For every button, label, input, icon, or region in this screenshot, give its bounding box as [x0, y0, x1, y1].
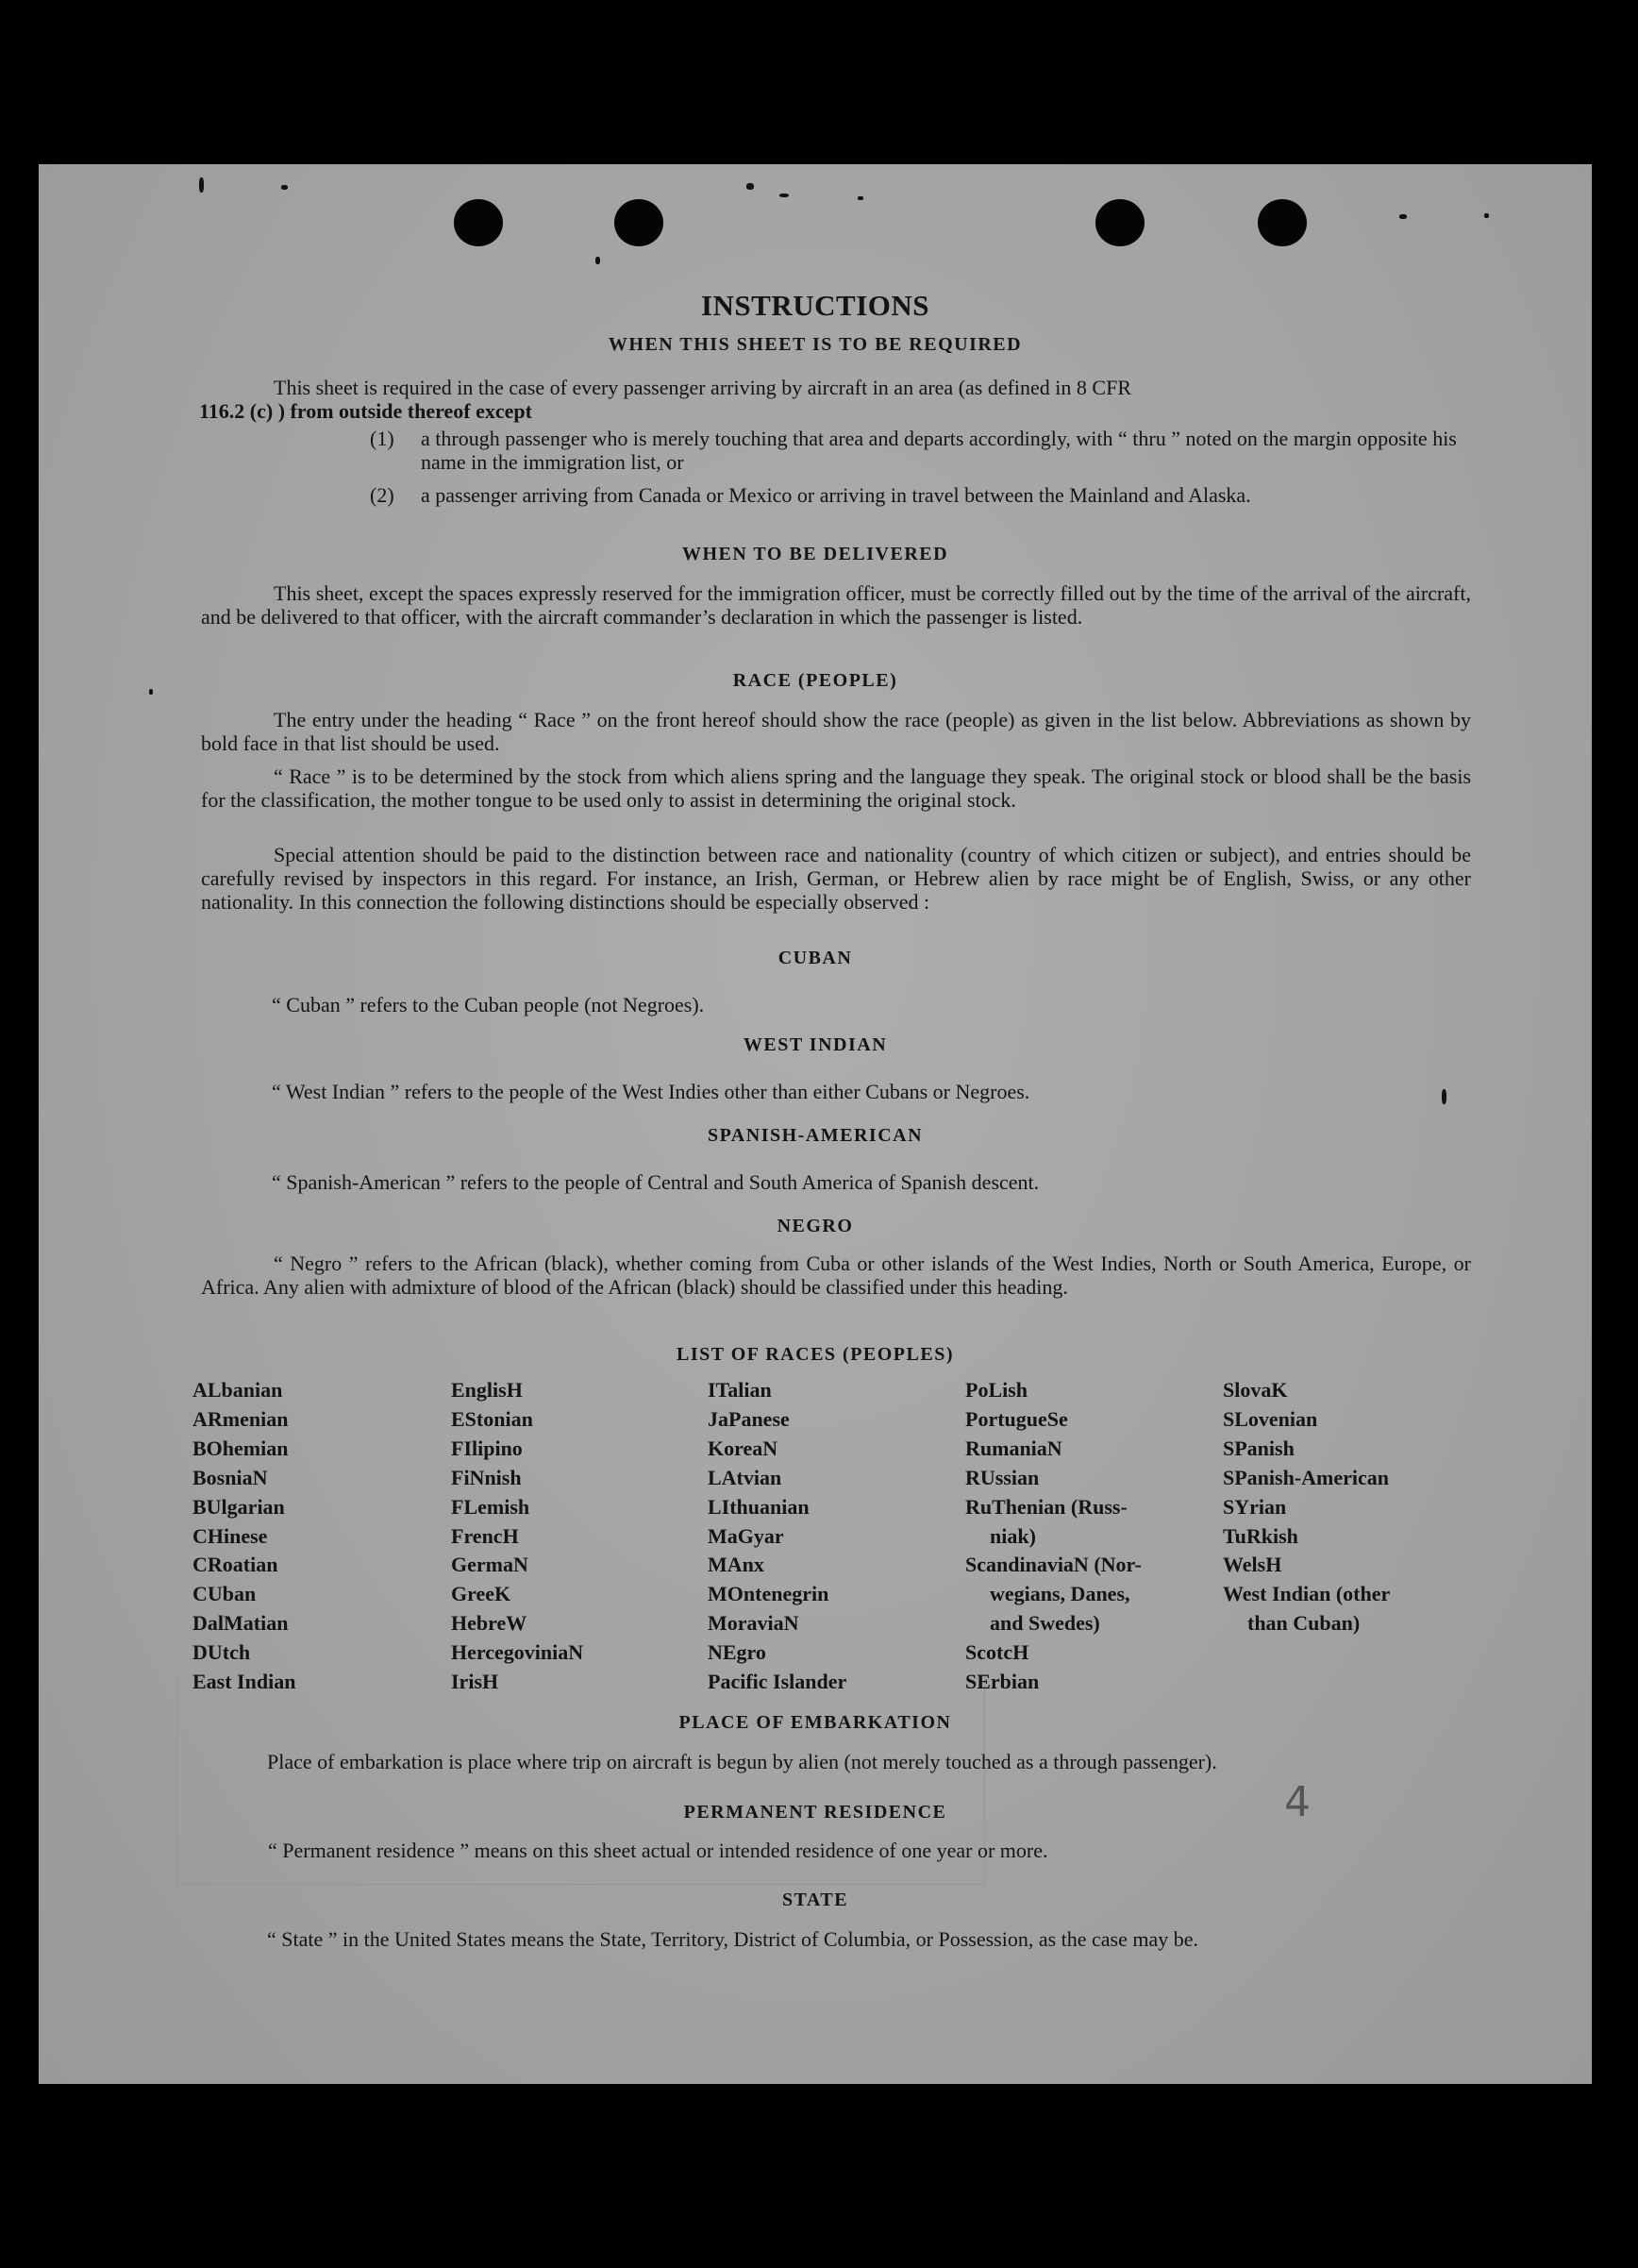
heading-spanish-american: SPANISH-AMERICAN: [707, 1125, 924, 1146]
intro-line-1: This sheet is required in the case of every passenger arriving by aircraft in an area (as defined in 8 CFR: [274, 376, 1132, 399]
residence-text: “ Permanent residence ” means on this sheet actual or intended residence of one year or more.: [268, 1839, 1048, 1862]
race-item: SPanish-American: [1223, 1465, 1389, 1489]
race-item-continuation: and Swedes): [990, 1611, 1100, 1636]
race-item: LAtvian: [708, 1465, 782, 1489]
race-item: RuThenian (Russ-: [965, 1494, 1128, 1519]
race-item: MAnx: [708, 1553, 764, 1577]
race-item: IrisH: [451, 1670, 499, 1694]
race-list-column-3: [708, 1376, 846, 1697]
race-item-continuation: wegians, Danes,: [990, 1582, 1130, 1606]
race-paragraph-3: Special attention should be paid to the distinction between race and nationality (country of which citizen or subject), and entries should be carefully revised by inspectors in this regard. For instance, an Irish, German, or Hebrew alien by race might be of English, Swiss, or any other nationality. In this connection the following distinctions should be especially observed :: [201, 843, 1471, 914]
exception-text: a through passenger who is merely touching that area and departs accordingly, with “ thru ” noted on the margin opposite his name in the immigration list, or: [421, 427, 1457, 474]
pencil-annotation: 4: [1284, 1778, 1311, 1826]
heading-cuban: CUBAN: [777, 948, 853, 968]
race-item: Pacific Islander: [708, 1670, 847, 1694]
race-item: GermaN: [451, 1553, 528, 1577]
exception-item-1: [370, 427, 1471, 474]
race-item: PoLish: [965, 1378, 1028, 1402]
race-item: NEgro: [708, 1640, 766, 1665]
race-item: EnglisH: [451, 1378, 523, 1402]
page-title: INSTRUCTIONS: [700, 289, 929, 322]
race-item: ALbanian: [192, 1378, 283, 1402]
race-item: WelsH: [1223, 1553, 1282, 1577]
race-item: DUtch: [192, 1640, 251, 1665]
punch-hole: [1095, 199, 1145, 246]
spanish-american-text: “ Spanish-American ” refers to the people of Central and South America of Spanish descent.: [272, 1170, 1040, 1194]
race-item: RUssian: [965, 1465, 1040, 1489]
race-item-continuation: than Cuban): [1247, 1611, 1361, 1636]
cuban-text: “ Cuban ” refers to the Cuban people (not Negroes).: [272, 993, 705, 1016]
intro-line-2: 116.2 (c) ) from outside thereof except: [199, 399, 532, 423]
scan-speck: [595, 257, 600, 264]
race-item-continuation: niak): [990, 1523, 1036, 1548]
scan-speck: [779, 193, 789, 197]
race-item: CRoatian: [192, 1553, 278, 1577]
race-item: CHinese: [192, 1523, 268, 1548]
scan-speck: [858, 196, 863, 200]
race-item: TuRkish: [1223, 1523, 1298, 1548]
punch-hole: [1258, 199, 1307, 246]
negro-text: “ Negro ” refers to the African (black), whether coming from Cuba or other islands of the West Indies, North or South America, Europe, or Africa. Any alien with admixture of blood of the African (black) should be classified under this heading.: [201, 1252, 1471, 1299]
exception-number: (2): [370, 483, 394, 507]
heading-negro: NEGRO: [777, 1216, 854, 1236]
race-item: East Indian: [192, 1670, 296, 1694]
race-item: RumaniaN: [965, 1436, 1062, 1460]
race-list-column-1: [192, 1376, 295, 1697]
race-item: FIlipino: [451, 1436, 523, 1460]
heading-west-indian: WEST INDIAN: [743, 1034, 888, 1055]
punch-hole: [614, 199, 663, 246]
race-item: ScandinaviaN (Nor-: [965, 1553, 1142, 1577]
race-item: SErbian: [965, 1670, 1040, 1694]
race-item: MaGyar: [708, 1523, 784, 1548]
race-paragraph-1: The entry under the heading “ Race ” on the front hereof should show the race (people) as given in the list below. Abbreviations as shown by bold face in that list should be used.: [201, 708, 1471, 755]
state-text: “ State ” in the United States means the State, Territory, District of Columbia, or Possession, as the case may be.: [267, 1927, 1199, 1951]
race-list-column-4: [965, 1376, 1142, 1697]
race-item: BUlgarian: [192, 1494, 285, 1519]
race-item: LIthuanian: [708, 1494, 810, 1519]
exception-number: (1): [370, 427, 394, 450]
race-item: CUban: [192, 1582, 257, 1606]
scan-speck: [1399, 214, 1407, 219]
race-item: JaPanese: [708, 1406, 790, 1431]
race-item: SLovenian: [1223, 1406, 1318, 1431]
scan-speck: [746, 183, 754, 190]
race-item: ARmenian: [192, 1406, 289, 1431]
race-item: DalMatian: [192, 1611, 289, 1636]
heading-list-of-races: LIST OF RACES (PEOPLES): [676, 1344, 954, 1365]
race-item: SYrian: [1223, 1494, 1287, 1519]
west-indian-text: “ West Indian ” refers to the people of the West Indies other than either Cubans or Negroes.: [272, 1080, 1030, 1103]
document-sheet: [39, 164, 1592, 2084]
race-item: EStonian: [451, 1406, 533, 1431]
embarkation-text: Place of embarkation is place where trip on aircraft is begun by alien (not merely touched as a through passenger).: [267, 1750, 1217, 1773]
exception-item-2: [370, 483, 1471, 507]
race-item: FLemish: [451, 1494, 530, 1519]
heading-permanent-residence: PERMANENT RESIDENCE: [683, 1802, 947, 1823]
scan-speck: [281, 185, 288, 190]
scan-speck: [199, 177, 204, 193]
exception-text: a passenger arriving from Canada or Mexico or arriving in travel between the Mainland and Alaska.: [421, 483, 1251, 507]
race-item: SPanish: [1223, 1436, 1295, 1460]
punch-hole: [454, 199, 503, 246]
race-list-column-2: [451, 1376, 583, 1697]
heading-embarkation: PLACE OF EMBARKATION: [678, 1712, 952, 1733]
heading-when-required: WHEN THIS SHEET IS TO BE REQUIRED: [608, 334, 1023, 355]
delivered-text: This sheet, except the spaces expressly reserved for the immigration officer, must be correctly filled out by the time of the arrival of the aircraft, and be delivered to that officer, with the aircraft commander’s declaration in which the passenger is listed.: [201, 581, 1471, 629]
race-item: PortugueSe: [965, 1406, 1068, 1431]
race-paragraph-2: “ Race ” is to be determined by the stock from which aliens spring and the language they speak. The original stock or blood shall be the basis for the classification, the mother tongue to be used only to assist in determining the original stock.: [201, 764, 1471, 812]
race-item: West Indian (other: [1223, 1582, 1391, 1606]
race-item: KoreaN: [708, 1436, 778, 1460]
race-item: BosniaN: [192, 1465, 268, 1489]
race-item: FrencH: [451, 1523, 519, 1548]
race-item: GreeK: [451, 1582, 511, 1606]
race-list-column-5: [1223, 1376, 1390, 1638]
race-item: ITalian: [708, 1378, 772, 1402]
race-item: SlovaK: [1223, 1378, 1288, 1402]
race-item: ScotcH: [965, 1640, 1029, 1665]
scan-speck: [1484, 213, 1489, 218]
race-item: MOntenegrin: [708, 1582, 829, 1606]
race-item: BOhemian: [192, 1436, 289, 1460]
race-item: HebreW: [451, 1611, 527, 1636]
heading-race: RACE (PEOPLE): [732, 670, 898, 691]
race-item: HercegoviniaN: [451, 1640, 584, 1665]
heading-state: STATE: [781, 1890, 849, 1910]
race-item: FiNnish: [451, 1465, 522, 1489]
race-item: MoraviaN: [708, 1611, 799, 1636]
heading-when-delivered: WHEN TO BE DELIVERED: [681, 544, 949, 564]
